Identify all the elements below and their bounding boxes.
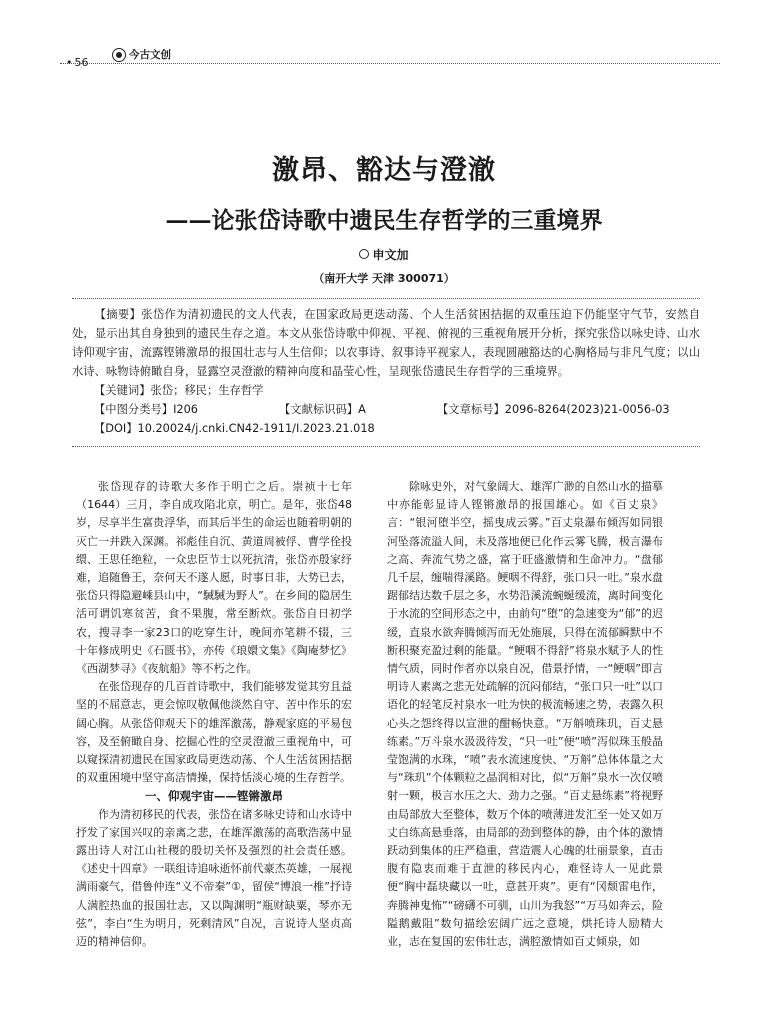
body-paragraph: 作为清初移民的代表，张岱在诸多咏史诗和山水诗中抒发了家国兴叹的亲离之悲，在雄浑激荡的高歌浩荡中显露出诗人对江山社稷的殷切关怀及强烈的社会责任感。《述史十四章》一联组诗追咏逝怀前代豪杰英雄，一展视满雨豪气，借鲁仲连“义不帝秦”①，留侯“博浪一椎”抒诗人满腔热血的报国壮志，又以陶渊明“瓶财缺粟，琴亦无弦”，李白“生为明月，死剩清风”自况，言说诗人坚贞高迈的精神信仰。 bbox=[76, 807, 352, 949]
body-column-right bbox=[387, 478, 663, 951]
author-name: 申文加 bbox=[372, 248, 409, 262]
article-subtitle: ——论张岱诗歌中遗民生存哲学的三重境界 bbox=[165, 207, 603, 234]
keywords: 【关键词】张岱；移民；生存哲学 bbox=[94, 384, 264, 397]
abstract-divider bbox=[72, 446, 700, 447]
article-title: 激昂、豁达与澄澈 bbox=[272, 155, 496, 186]
author-line bbox=[0, 246, 768, 263]
page-number: • 56 bbox=[66, 56, 89, 69]
clc-number: 【中图分类号】I206 bbox=[94, 403, 198, 416]
journal-logo-icon bbox=[112, 48, 126, 62]
abstract-block bbox=[72, 298, 700, 447]
body-paragraph: 在张岱现存的几百首诗歌中，我们能够发觉其穷且益坚的不屈意志，更会惊叹敬佩他淡然自守、苦中作乐的宏阔心胸。从张岱仰观天下的雄浑激荡，静观家庭的平易包容，及至俯瞰自身、挖掘心性的空灵澄澈三重视角中，可以窥探清初遗民在国家政局更迭动荡、个人生活贫困拮据的双重困境中坚守高洁情操，保持恬淡心境的生存哲学。 bbox=[76, 680, 352, 785]
article-number: 【文章标号】2096-8264(2023)21-0056-03 bbox=[437, 403, 670, 416]
body-column-left bbox=[76, 478, 352, 951]
doi: 【DOI】10.20024/j.cnki.CN42-1911/I.2023.21.018 bbox=[94, 422, 375, 435]
journal-badge bbox=[112, 47, 175, 62]
document-code: 【文献标识码】A bbox=[279, 403, 366, 416]
section-heading: 一、仰观宇宙——铿锵激昂 bbox=[145, 789, 283, 804]
abstract-text: 【摘要】张岱作为清初遗民的文人代表，在国家政局更迭动荡、个人生活贫困拮据的双重压迫下仍能坚守气节，安然自处，显示出其自身独到的遗民生存之道。本文从张岱诗歌中仰视、平视、俯视的三重视角展开分析，探究张岱以咏史诗、山水诗仰观宇宙，流露铿锵激昂的报国壮志与人生信仰；以农事诗、叙事诗平视家人，表现圆融豁达的心胸格局与非凡气度；以山水诗、咏物诗俯瞰自身，显露空灵澄澈的精神向度和晶莹心性，呈现张岱遗民生存哲学的三重境界。 bbox=[72, 308, 700, 378]
running-header bbox=[60, 42, 720, 72]
header-rule bbox=[60, 63, 720, 64]
body-paragraph: 张岱现存的诗歌大多作于明亡之后。崇祯十七年（1644）三月，李自成攻陷北京，明亡。是年，张岱48岁，尽享半生富贵浮华，而其后半生的命运也随着明朝的灭亡一并跌入深渊。祁彪佳自沉、黄道周被俘、曹学佺投缳、王思任绝粒，一众忠臣节士以死抗清，张岱亦殷家纾难，追随鲁王，奈何天不遂人愿，时事日非，大势已去，张岱只得隐避嵊县山中，“駴駴为野人”。在乡间的隐居生活可谓饥寒贫苦，食不果腹，常至断炊。张岱自日初学农，搜寻李一家23口的吃穿生计，晚间亦笔耕不辍，三十年修成明史《石匮书》，亦传《琅嬛文集》《陶庵梦忆》《西湖梦寻》《夜航船》等不朽之作。 bbox=[76, 480, 352, 676]
journal-name: 今古文创 bbox=[129, 49, 171, 61]
author-affiliation: （南开大学 天津 300071） bbox=[313, 272, 455, 285]
author-mark-icon bbox=[359, 249, 369, 259]
body-paragraph: 除咏史外，对气象阔大、雄浑广渺的自然山水的描摹中亦能彰显诗人铿锵激昂的报国雄心。如《百丈泉》言：“银河堕半空，摇曳成云雾。”百丈泉瀑布倾泻如同银河坠落流溢人间，未及落地便已化作云雾飞腾，极言瀑布之高、奔流气势之盛，富于旺盛激情和生命冲力。“盘郁几千层，缠喘得溪路。鲠咽不得舒，张口只一吐。”泉水盘踞郁结达数千层之多，水势沿溪流蜿蜒缓流，离时间变化于水流的空间形态之中，由前句“堕”的急速变为“郁”的迟缓，直泉水欲奔腾倾泻而无处施展，只得在流郁瞬默中不断积聚充盈过剩的能量。“鲠咽不得舒”将泉水赋予人的性情气质，同时作者亦以泉自况，借景抒情，一“鲠咽”即言明诗人素离之悲无处疏解的沉闷郁结，“张口只一吐”以口语化的轻笔反衬泉水一吐为快的极流畅速之势，表露久积心头之怨终得以宣泄的酣畅快意。“万斛喷珠玑，百丈悬练素。”万斗泉水汲汲待发，“只一吐”便“喷”泻似珠玉般晶莹饱满的水珠，“喷”表水流速度快、“万斛”总体体量之大与“珠玑”个体颗粒之晶润相对比，似“万斛”泉水一次仅喷射一颗，极言水压之大、劲力之强。“百丈悬练素”将视野由局部放大至整体，数万个体的喷薄进发汇至一处又如万丈白练高悬垂落，由局部的劲到整体的静，由个体的激情跃动到集体的庄严稳重，营造震人心魄的壮丽景象，直击腹有隐衷而难于直泄的移民内心，难怪诗人一见此景便“胸中磊块藏以一吐，意甚开爽”。更有“冈颓雷电作，奔腾神鬼怖”“磅礴不可驯，山川为我怒”“万马如奔云，险隘鹅戴阻”数句描绘宏阔广远之意境，烘托诗人励精大业，志在复国的宏伟壮志，满腔激情如百丈倾泉，如 bbox=[387, 480, 663, 949]
classification-row bbox=[72, 400, 700, 419]
